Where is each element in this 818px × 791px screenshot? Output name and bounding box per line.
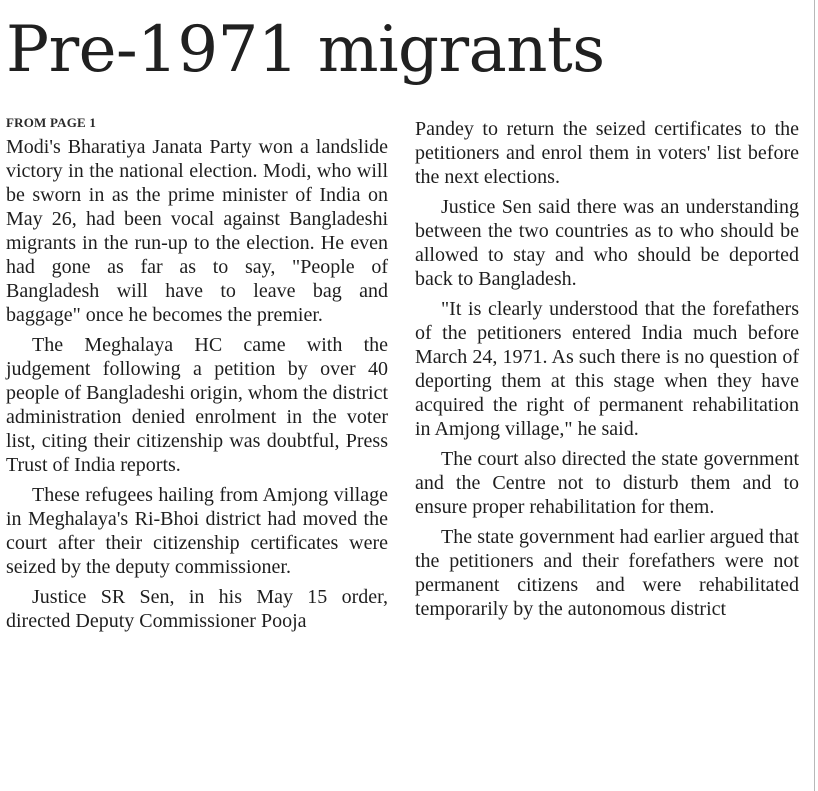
paragraph: Pandey to return the seized certificates to the petitioners and enrol them in voters' list before the next elections.: [415, 118, 799, 188]
headline: Pre-1971 migrants: [6, 13, 605, 87]
paragraph: These refugees hailing from Amjong village in Meghalaya's Ri-Bhoi district had moved the court after their citizenship certificates were seized by the deputy commissioner.: [6, 484, 388, 578]
paragraph: Justice Sen said there was an understanding between the two countries as to who should be allowed to stay and who should be deported back to Bangladesh.: [415, 196, 799, 290]
paragraph: The state government had earlier argued that the petitioners and their forefathers were not permanent citizens and were rehabilitated temporarily by the autonomous district: [415, 526, 799, 620]
column-rule: [814, 0, 815, 791]
article-column-left: [6, 115, 388, 633]
paragraph: The Meghalaya HC came with the judgement following a petition by over 40 people of Bangladeshi origin, whom the district administration denied enrolment in the voter list, citing their citizenship was doubtful, Press Trust of India reports.: [6, 334, 388, 476]
kicker-from-page: FROM PAGE 1: [6, 115, 97, 130]
paragraph: Modi's Bharatiya Janata Party won a landslide victory in the national election. Modi, who will be sworn in as the prime minister of India on May 26, had been vocal against Bangladeshi migrants in the run-up to the election. He even had gone as far as to say, "People of Bangladesh will have to leave bag and baggage" once he becomes the premier.: [6, 136, 388, 326]
article-column-right: [415, 117, 799, 621]
paragraph: "It is clearly understood that the forefathers of the petitioners entered India much before March 24, 1971. As such there is no question of deporting them at this stage when they have acquired the right of permanent rehabilitation in Amjong village," he said.: [415, 298, 799, 440]
paragraph: The court also directed the state government and the Centre not to disturb them and to ensure proper rehabilitation for them.: [415, 448, 799, 518]
paragraph: Justice SR Sen, in his May 15 order, directed Deputy Commissioner Pooja: [6, 586, 388, 632]
